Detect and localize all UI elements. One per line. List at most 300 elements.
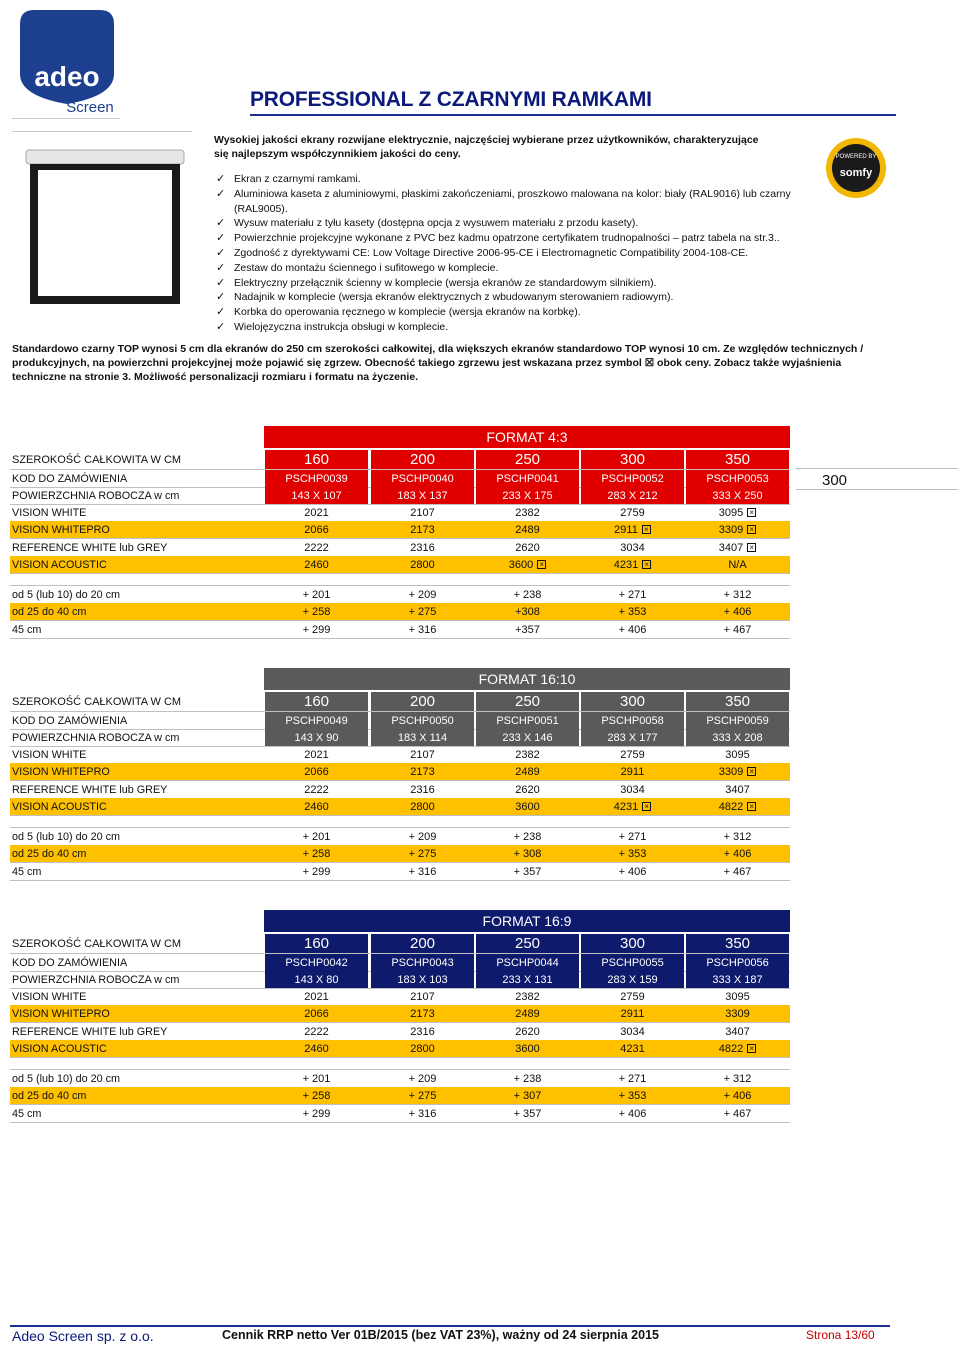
table-cell <box>581 621 684 638</box>
cell-value: N/A <box>728 558 747 571</box>
cell-value: 2173 <box>410 765 435 778</box>
row-label: KOD DO ZAMÓWIENIA <box>12 956 128 969</box>
check-icon: ✓ <box>216 320 226 333</box>
cell-value: 4231 <box>613 558 639 571</box>
table-cell <box>476 798 579 815</box>
table-cell <box>371 586 474 603</box>
cell-value: 350 <box>724 693 751 710</box>
table-cell <box>686 1023 789 1040</box>
table-cell <box>686 988 789 1005</box>
table-cell <box>581 729 684 746</box>
cell-value: 2759 <box>620 748 645 761</box>
table-cell <box>371 863 474 880</box>
cell-value: 2800 <box>410 558 435 571</box>
table-cell <box>476 934 579 953</box>
table-cell <box>581 521 684 538</box>
cell-value: 2382 <box>515 990 540 1003</box>
cell-value: 2460 <box>304 1042 329 1055</box>
row-divider <box>10 573 790 574</box>
cell-value: 2107 <box>410 748 435 761</box>
cell-value: 3034 <box>620 783 645 796</box>
table-row <box>10 1023 790 1040</box>
cell-value: + 271 <box>618 588 647 601</box>
table-cell <box>265 934 368 953</box>
table-cell <box>581 539 684 556</box>
check-icon: ✓ <box>216 306 226 319</box>
table-row <box>10 539 790 556</box>
cell-value: PSCHP0056 <box>706 956 769 969</box>
table-cell <box>371 988 474 1005</box>
cell-value: + 299 <box>302 1107 331 1120</box>
cell-value: 2222 <box>304 541 329 554</box>
price-table-4-3 <box>10 426 800 640</box>
table-cell <box>581 1070 684 1087</box>
cell-value: + 316 <box>408 1107 437 1120</box>
table-cell <box>265 763 368 780</box>
row-label: 45 cm <box>12 865 42 878</box>
cell-value: 283 X 212 <box>607 489 658 502</box>
table-cell <box>265 971 368 988</box>
table-cell <box>371 1105 474 1122</box>
table-cell <box>476 487 579 504</box>
cell-value: PSCHP0052 <box>601 472 664 485</box>
table-cell <box>686 954 789 971</box>
feature-item: ✓ Aluminiowa kaseta z aluminiowymi, płaskimi zakończeniami, proszkowo malowana na kolor: biały (RAL9016) lub czarny (RAL9005). <box>216 187 791 215</box>
table-cell <box>581 1105 684 1122</box>
powered-by-somfy-badge <box>824 136 888 200</box>
check-icon: ✓ <box>216 291 226 304</box>
table-cell <box>476 1040 579 1057</box>
row-label: VISION WHITEPRO <box>12 765 110 778</box>
row-divider <box>10 1057 790 1058</box>
cell-value: 2489 <box>515 765 540 778</box>
table-cell <box>686 798 789 815</box>
table-cell <box>265 798 368 815</box>
table-cell <box>476 621 579 638</box>
table-cell <box>686 504 789 521</box>
weld-seam-icon: × <box>642 525 651 534</box>
row-label: VISION WHITEPRO <box>12 523 110 536</box>
cell-value: PSCHP0044 <box>496 956 559 969</box>
feature-item: ✓ Zestaw do montażu ściennego i sufitowego w komplecie. <box>216 261 499 274</box>
cell-value: 200 <box>409 693 436 710</box>
table-cell <box>581 586 684 603</box>
cell-value: 2222 <box>304 783 329 796</box>
row-divider <box>10 1069 790 1070</box>
cell-value: 250 <box>514 693 541 710</box>
cell-value: 3309 <box>725 1007 750 1020</box>
cell-value: 3407 <box>725 783 750 796</box>
table-cell <box>581 450 684 469</box>
table-row <box>10 781 790 798</box>
table-cell <box>265 954 368 971</box>
table-row <box>10 504 790 521</box>
cell-value: + 201 <box>302 1072 331 1085</box>
table-row <box>10 746 790 763</box>
cell-value: + 201 <box>302 830 331 843</box>
cell-value: + 201 <box>302 588 331 601</box>
table-cell <box>265 603 368 620</box>
table-cell <box>371 954 474 971</box>
cell-value: + 353 <box>618 605 647 618</box>
check-icon: ✓ <box>216 187 226 200</box>
cell-value: PSCHP0055 <box>601 956 664 969</box>
cell-value: + 307 <box>513 1089 542 1102</box>
table-cell <box>686 934 789 953</box>
table-cell <box>686 845 789 862</box>
weld-seam-icon: × <box>537 560 546 569</box>
cell-value: + 258 <box>302 1089 331 1102</box>
table-cell <box>476 863 579 880</box>
cell-value: 2382 <box>515 748 540 761</box>
cell-value: + 406 <box>618 865 647 878</box>
table-cell <box>371 712 474 729</box>
cell-value: 3034 <box>620 1025 645 1038</box>
row-divider <box>10 880 790 881</box>
feature-item: ✓ Wielojęzyczna instrukcja obsługi w komplecie. <box>216 320 449 333</box>
table-cell <box>265 539 368 556</box>
row-label: VISION WHITE <box>12 990 87 1003</box>
table-cell <box>371 450 474 469</box>
table-cell <box>476 504 579 521</box>
table-cell <box>476 988 579 1005</box>
table-cell <box>686 450 789 469</box>
cell-value: 2107 <box>410 990 435 1003</box>
table-cell <box>476 729 579 746</box>
table-cell <box>476 1105 579 1122</box>
cell-value: + 406 <box>723 1089 752 1102</box>
table-cell <box>265 504 368 521</box>
cell-value: 3095 <box>718 506 744 519</box>
cell-value: 2489 <box>515 1007 540 1020</box>
table-cell <box>581 603 684 620</box>
cell-value: + 209 <box>408 1072 437 1085</box>
row-label: VISION WHITEPRO <box>12 1007 110 1020</box>
table-cell <box>371 556 474 573</box>
feature-item: ✓ Ekran z czarnymi ramkami. <box>216 173 361 185</box>
table-cell <box>265 450 368 469</box>
table-cell <box>686 539 789 556</box>
cell-value: 300 <box>619 693 646 710</box>
table-cell <box>581 988 684 1005</box>
table-row <box>10 828 790 845</box>
table-cell <box>476 712 579 729</box>
cell-value: PSCHP0059 <box>706 714 769 727</box>
table-cell <box>686 746 789 763</box>
row-label: POWIERZCHNIA ROBOCZA w cm <box>12 973 180 986</box>
cell-value: 183 X 137 <box>397 489 448 502</box>
cell-value: 2460 <box>304 800 329 813</box>
table-cell <box>581 954 684 971</box>
cell-value: 333 X 187 <box>712 973 763 986</box>
table-cell <box>371 692 474 711</box>
table-cell <box>371 845 474 862</box>
cell-value: 4822 <box>718 1042 744 1055</box>
cell-value: + 299 <box>302 623 331 636</box>
cell-value: PSCHP0050 <box>391 714 454 727</box>
format-header: FORMAT 4:3 <box>264 426 790 448</box>
cell-value: 300 <box>619 935 646 952</box>
table-cell <box>265 521 368 538</box>
table-cell <box>686 729 789 746</box>
table-row <box>10 603 790 620</box>
weld-seam-icon: × <box>747 767 756 776</box>
row-label: KOD DO ZAMÓWIENIA <box>12 714 128 727</box>
table-cell <box>371 729 474 746</box>
table-cell <box>686 692 789 711</box>
table-row <box>10 450 790 469</box>
table-cell <box>476 450 579 469</box>
cell-value: 4231 <box>620 1042 645 1055</box>
feature-item: ✓ Korbka do operowania ręcznego w komplecie (wersja ekranów na korbkę). <box>216 306 581 319</box>
cell-value: + 275 <box>408 605 437 618</box>
format-header: FORMAT 16:9 <box>264 910 790 932</box>
table-cell <box>371 828 474 845</box>
check-icon: ✓ <box>216 217 226 230</box>
weld-seam-icon: × <box>747 508 756 517</box>
table-row <box>10 1087 790 1104</box>
table-cell <box>581 971 684 988</box>
table-cell <box>371 621 474 638</box>
cell-value: 2021 <box>304 990 329 1003</box>
table-cell <box>265 1023 368 1040</box>
table-row <box>10 863 790 880</box>
row-label: VISION ACOUSTIC <box>12 800 107 813</box>
row-label: POWIERZCHNIA ROBOCZA w cm <box>12 731 180 744</box>
cell-value: + 238 <box>513 1072 542 1085</box>
price-table-16-9 <box>10 910 800 1124</box>
table-cell <box>686 971 789 988</box>
row-label: od 5 (lub 10) do 20 cm <box>12 830 121 843</box>
row-label: od 25 do 40 cm <box>12 847 87 860</box>
table-cell <box>686 863 789 880</box>
footer-page-number: Strona 13/60 <box>806 1328 875 1342</box>
cell-value: 350 <box>724 935 751 952</box>
table-cell <box>371 781 474 798</box>
logo-divider <box>12 118 120 119</box>
side-value-box <box>796 468 958 490</box>
table-cell <box>581 798 684 815</box>
row-label: POWIERZCHNIA ROBOCZA w cm <box>12 489 180 502</box>
cell-value: + 316 <box>408 623 437 636</box>
standard-top-note: Standardowo czarny TOP wynosi 5 cm dla ekranów do 250 cm szerokości całkowitej, dla większych ekranów standardowo TOP wynosi 10 cm. Ze względów technicznych / produkcyjnych, na powierzchni projekcyjnej może pojawić się zgrzew. Obecność takiego zgrzewu jest wskazana przez symbol ☒ obok ceny. Zobacz także wyjaśnienia techniczne na stronie 3. Możliwość personalizacji rozmiaru i formatu na życzenie. <box>12 343 864 383</box>
table-row <box>10 729 790 746</box>
cell-value: +357 <box>515 623 540 636</box>
side-value: 300 <box>822 472 848 489</box>
cell-value: 2489 <box>515 523 540 536</box>
cell-value: 300 <box>619 451 646 468</box>
cell-value: PSCHP0053 <box>706 472 769 485</box>
cell-value: + 406 <box>618 623 647 636</box>
cell-value: PSCHP0043 <box>391 956 454 969</box>
check-icon: ✓ <box>216 261 226 274</box>
cell-value: 233 X 175 <box>502 489 553 502</box>
cell-value: 2460 <box>304 558 329 571</box>
image-divider <box>12 131 192 132</box>
cell-value: 2800 <box>410 800 435 813</box>
table-cell <box>265 586 368 603</box>
footer-company: Adeo Screen sp. z o.o. <box>12 1328 154 1344</box>
cell-value: 160 <box>303 935 330 952</box>
table-cell <box>265 1070 368 1087</box>
cell-value: + 353 <box>618 847 647 860</box>
table-cell <box>371 798 474 815</box>
row-label: od 5 (lub 10) do 20 cm <box>12 1072 121 1085</box>
table-cell <box>371 1087 474 1104</box>
table-cell <box>581 470 684 487</box>
cell-value: 2066 <box>304 765 329 778</box>
format-header: FORMAT 16:10 <box>264 668 790 690</box>
feature-item: ✓ Zgodność z dyrektywami CE: Low Voltage Directive 2006-95-CE i Electromagnetic Compatibility 2004-108-CE. <box>216 246 749 259</box>
cell-value: + 271 <box>618 1072 647 1085</box>
cell-value: + 353 <box>618 1089 647 1102</box>
table-row <box>10 954 790 971</box>
cell-value: + 238 <box>513 588 542 601</box>
cell-value: 3034 <box>620 541 645 554</box>
cell-value: 2173 <box>410 1007 435 1020</box>
table-cell <box>265 863 368 880</box>
cell-value: 2222 <box>304 1025 329 1038</box>
cell-value: 3600 <box>508 558 534 571</box>
adeo-screen-logo <box>12 4 120 116</box>
table-row <box>10 487 790 504</box>
row-divider <box>10 827 790 828</box>
table-cell <box>581 1087 684 1104</box>
cell-value: 2759 <box>620 990 645 1003</box>
cell-value: 3095 <box>725 748 750 761</box>
table-row <box>10 692 790 711</box>
cell-value: 2911 <box>614 523 638 536</box>
table-cell <box>476 781 579 798</box>
cell-value: 283 X 159 <box>607 973 658 986</box>
cell-value: 143 X 90 <box>294 731 339 744</box>
cell-value: + 312 <box>723 830 752 843</box>
table-cell <box>686 781 789 798</box>
table-cell <box>581 828 684 845</box>
table-cell <box>476 586 579 603</box>
cell-value: 2620 <box>515 541 540 554</box>
table-row <box>10 1005 790 1022</box>
table-cell <box>581 863 684 880</box>
row-label: VISION ACOUSTIC <box>12 1042 107 1055</box>
table-row <box>10 798 790 815</box>
cell-value: + 357 <box>513 1107 542 1120</box>
cell-value: 4822 <box>718 800 744 813</box>
feature-item: ✓ Nadajnik w komplecie (wersja ekranów elektrycznych z wbudowanym sterowaniem radiowym). <box>216 291 674 304</box>
table-cell <box>686 470 789 487</box>
table-cell <box>581 692 684 711</box>
cell-value: 250 <box>514 451 541 468</box>
check-icon: ✓ <box>216 232 226 245</box>
table-cell <box>476 828 579 845</box>
table-cell <box>265 1105 368 1122</box>
table-cell <box>581 763 684 780</box>
logo-sub: Screen <box>66 99 114 116</box>
row-label: SZEROKOŚĆ CAŁKOWITA W CM <box>12 453 182 466</box>
cell-value: 2382 <box>515 506 540 519</box>
feature-list <box>216 172 846 335</box>
cell-value: + 258 <box>302 605 331 618</box>
cell-value: 3600 <box>515 1042 540 1055</box>
weld-seam-icon: × <box>642 560 651 569</box>
cell-value: PSCHP0040 <box>391 472 454 485</box>
cell-value: 3600 <box>515 800 540 813</box>
cell-value: + 467 <box>723 623 752 636</box>
table-cell <box>371 487 474 504</box>
cell-value: 3309 <box>718 523 744 536</box>
row-label: VISION WHITE <box>12 506 87 519</box>
table-cell <box>476 1070 579 1087</box>
cell-value: + 312 <box>723 588 752 601</box>
table-cell <box>476 746 579 763</box>
table-cell <box>371 521 474 538</box>
footer-rule <box>10 1325 890 1327</box>
table-cell <box>265 487 368 504</box>
table-cell <box>686 603 789 620</box>
cell-value: PSCHP0058 <box>601 714 664 727</box>
row-label: REFERENCE WHITE lub GREY <box>12 783 168 796</box>
row-label: SZEROKOŚĆ CAŁKOWITA W CM <box>12 695 182 708</box>
table-row <box>10 621 790 638</box>
feature-item: ✓ Wysuw materiału z tyłu kasety (dostępna opcja z wysuwem materiału z przodu kasety). <box>216 217 639 230</box>
table-cell <box>265 746 368 763</box>
cell-value: + 357 <box>513 865 542 878</box>
price-table-16-10 <box>10 668 800 882</box>
table-row <box>10 1040 790 1057</box>
cell-value: 283 X 177 <box>607 731 658 744</box>
row-label: od 25 do 40 cm <box>12 605 87 618</box>
table-cell <box>686 621 789 638</box>
footer-pricelist: Cennik RRP netto Ver 01B/2015 (bez VAT 23%), ważny od 24 sierpnia 2015 <box>222 1328 659 1342</box>
table-cell <box>581 487 684 504</box>
cell-value: 2021 <box>304 748 329 761</box>
table-cell <box>265 845 368 862</box>
cell-value: 143 X 107 <box>291 489 342 502</box>
row-divider <box>10 815 790 816</box>
cell-value: 160 <box>303 693 330 710</box>
table-cell <box>265 1005 368 1022</box>
cell-value: 2620 <box>515 783 540 796</box>
table-cell <box>476 1023 579 1040</box>
table-cell <box>686 586 789 603</box>
table-cell <box>476 539 579 556</box>
cell-value: + 308 <box>513 847 542 860</box>
table-cell <box>371 470 474 487</box>
table-cell <box>476 971 579 988</box>
row-label: 45 cm <box>12 623 42 636</box>
weld-seam-icon: × <box>747 525 756 534</box>
table-cell <box>581 934 684 953</box>
table-cell <box>581 556 684 573</box>
table-cell <box>265 729 368 746</box>
weld-seam-icon: × <box>642 802 651 811</box>
cell-value: PSCHP0039 <box>285 472 348 485</box>
cell-value: + 467 <box>723 865 752 878</box>
cell-value: + 467 <box>723 1107 752 1120</box>
cell-value: 2066 <box>304 523 329 536</box>
table-row <box>10 470 790 487</box>
row-label: VISION ACOUSTIC <box>12 558 107 571</box>
table-cell <box>265 692 368 711</box>
table-cell <box>581 712 684 729</box>
table-cell <box>265 1087 368 1104</box>
table-row <box>10 845 790 862</box>
cell-value: 3095 <box>725 990 750 1003</box>
cell-value: 2911 <box>620 765 645 778</box>
cell-value: + 275 <box>408 1089 437 1102</box>
cell-value: 160 <box>303 451 330 468</box>
table-cell <box>371 971 474 988</box>
